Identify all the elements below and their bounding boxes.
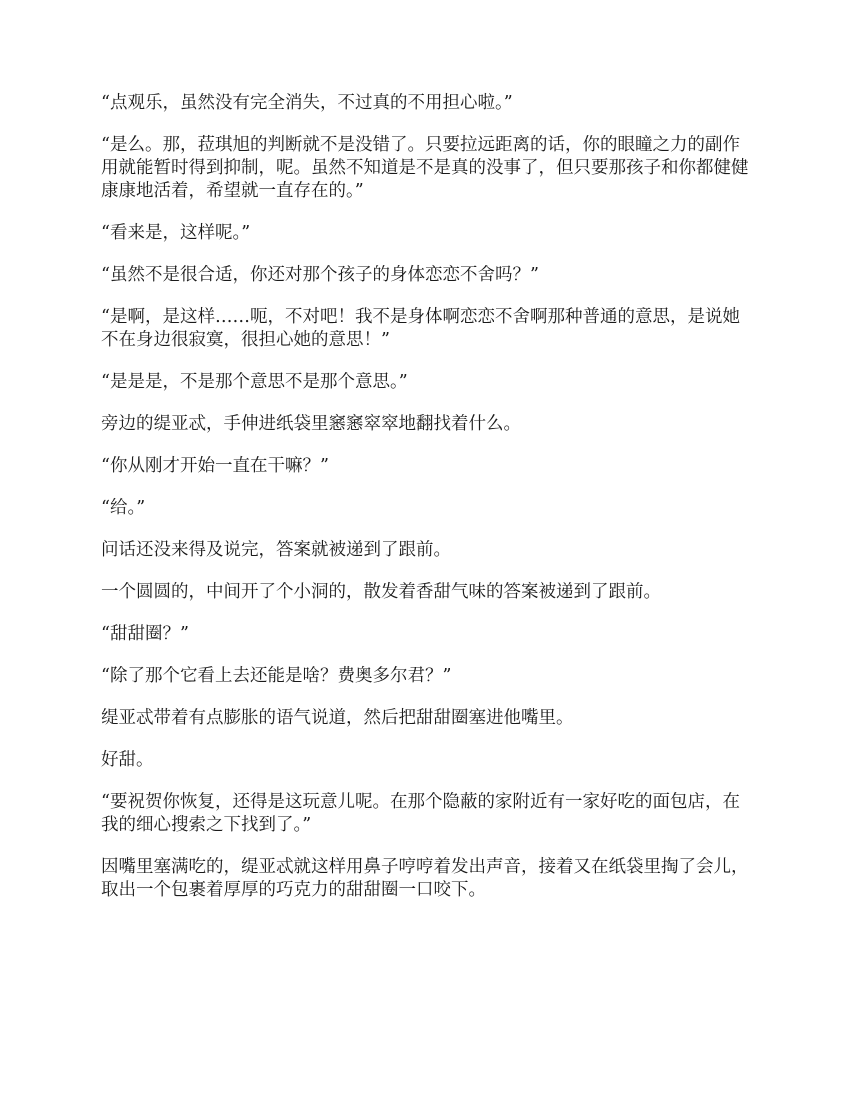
paragraph-10: 问话还没来得及说完，答案就被递到了跟前。 (101, 540, 451, 560)
paragraph-9: “给。” (101, 498, 146, 518)
paragraph-15: 好甜。 (101, 750, 154, 770)
paragraph-16: “要祝贺你恢复，还得是这玩意儿呢。在那个隐蔽的家附近有一家好吃的面包店，在我的细心搜索之下找到了。” (101, 792, 740, 835)
paragraph-5: “是啊，是这样……呃，不对吧！我不是身体啊恋恋不舍啊那种普通的意思，是说她不在身边很寂寞，很担心她的意思！” (101, 307, 740, 350)
paragraph-3: “看来是，这样呢。” (101, 223, 251, 243)
paragraph-8: “你从刚才开始一直在干嘛？” (101, 456, 329, 476)
paragraph-13: “除了那个它看上去还能是啥？费奥多尔君？” (101, 666, 452, 686)
paragraph-17: 因嘴里塞满吃的，缇亚忒就这样用鼻子哼哼着发出声音，接着又在纸袋里掏了会儿，取出一个包裹着厚厚的巧克力的甜甜圈一口咬下。 (101, 857, 749, 900)
paragraph-2: “是么。那，菈琪旭的判断就不是没错了。只要拉远距离的话，你的眼瞳之力的副作用就能暂时得到抑制，呢。虽然不知道是不是真的没事了，但只要那孩子和你都健健康康地活着，希望就一直存在的。” (101, 135, 749, 201)
body-text (101, 92, 753, 921)
paragraph-12: “甜甜圈？” (101, 624, 189, 644)
paragraph-11: 一个圆圆的，中间开了个小洞的，散发着香甜气味的答案被递到了跟前。 (101, 582, 661, 602)
paragraph-14: 缇亚忒带着有点膨胀的语气说道，然后把甜甜圈塞进他嘴里。 (101, 708, 574, 728)
paragraph-1: “点观乐，虽然没有完全消失，不过真的不用担心啦。” (101, 93, 513, 113)
paragraph-4: “虽然不是很合适，你还对那个孩子的身体恋恋不舍吗？” (101, 265, 539, 285)
paragraph-7: 旁边的缇亚忒，手伸进纸袋里窸窸窣窣地翻找着什么。 (101, 414, 521, 434)
paragraph-6: “是是是，不是那个意思不是那个意思。” (101, 372, 408, 392)
